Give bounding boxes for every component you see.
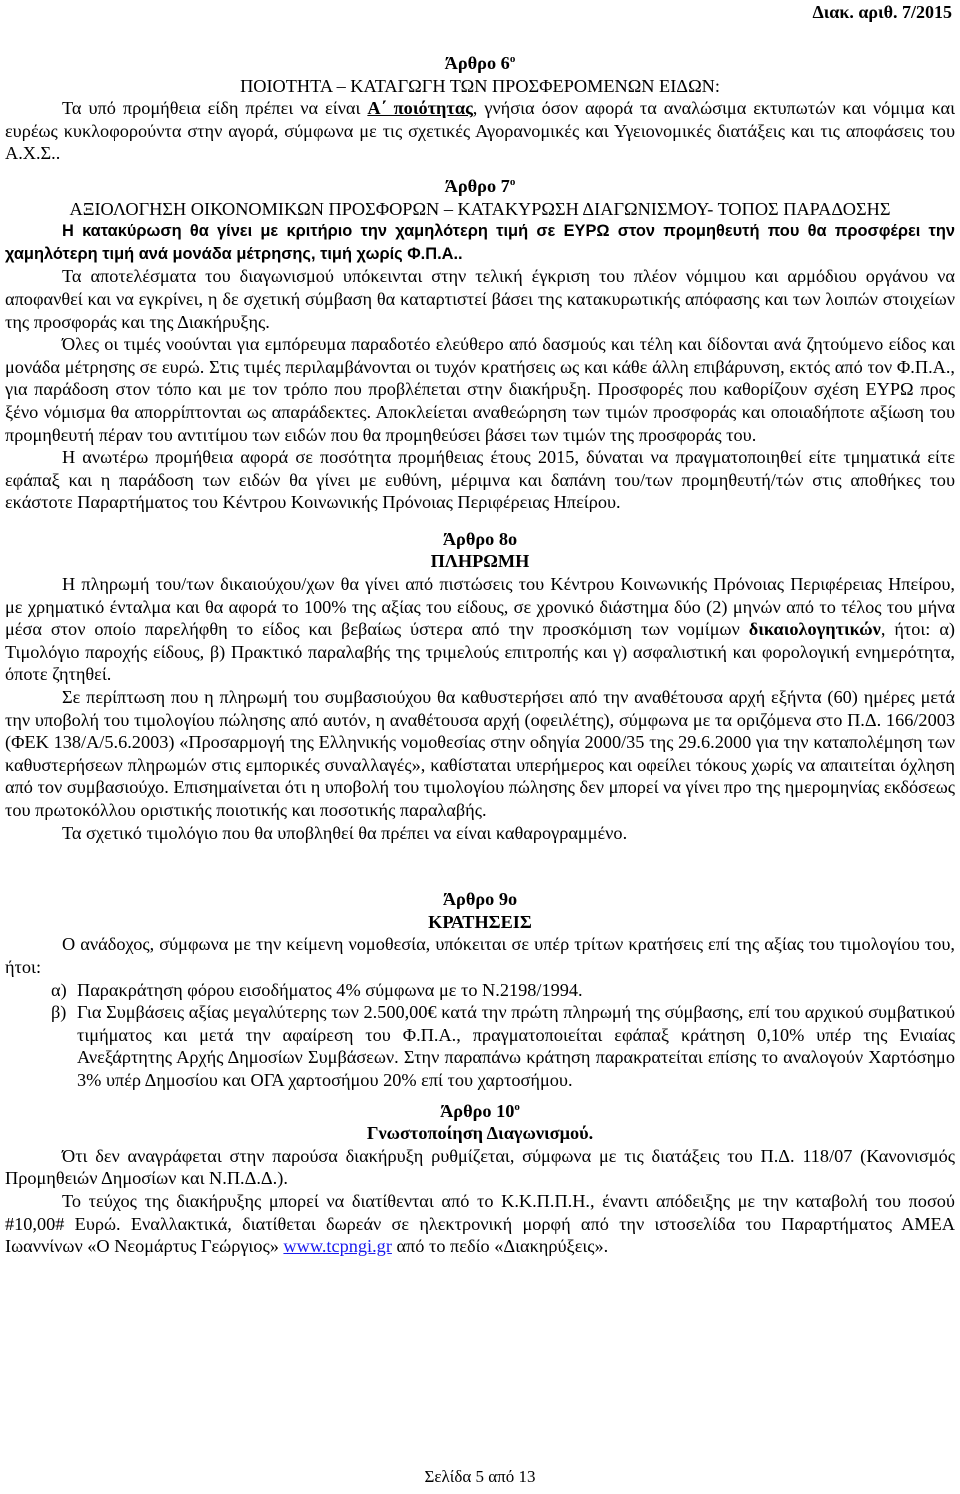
article-8-title: ΠΛΗΡΩΜΗ [430,551,530,572]
article-8-paragraph-2: Σε περίπτωση που η πληρωμή του συμβασιούχου θα καθυστερήσει από την αναθέτουσα αρχή εξήντα (60) ημέρες μετά την υποβολή του τιμολογίου πώλησης από αυτόν, η αναθέτουσα αρχή (οφειλέτης), σύμφωνα με τα οριζόμενα στο Π.Δ. 166/2003 (ΦΕΚ 138/Α/5.6.2003) «Προσαρμογή της Ελληνικής νομοθεσίας στην οδηγία 2000/35 της 29.6.2000 για την καταπολέμηση των καθυστερήσεων πληρωμών στις εμπορικές συναλλαγές», καθίσταται υπερήμερος και οφείλει τόκους χωρίς να απαιτείται όχληση από τον συμβασιούχο. Επισημαίνεται ότι η υποβολή του τιμολογίου πώλησης δεν μπορεί να γίνει προ της ημερομηνίας εκδόσεως του πρωτοκόλλου οριστικής ποιοτικής και ποσοτικής παραλαβής. [5,687,955,820]
article-10-title: Γνωστοποίηση Διαγωνισμού. [366,1123,594,1144]
article-7-paragraph-1: Τα αποτελέσματα του διαγωνισμού υπόκεινται στην τελική έγκριση του πλέον νόμιμου και αρμόδιου οργάνου να αποφανθεί και να εγκρίνει, η δε σχετική σύμβαση θα καταρτιστεί βάσει της κατακυρωτικής απόφασης και των λοιπών στοιχείων της προσφοράς και της Διακήρυξης. [5,266,955,332]
article-6-paragraph: Τα υπό προμήθεια είδη πρέπει να είναι Α΄ ποιότητας, γνήσια όσον αφορά τα αναλώσιμα εκτυπωτών και νόμιμα και ευρέως κυκλοφορούντα στην αγορά, σύμφωνα με τις σχετικές Αγορανομικές και Υγειονομικές διατάξεις και τις αποφάσεις του Α.Χ.Σ.. [5,98,955,164]
quality-grade: Α΄ ποιότητας [367,98,473,119]
article-7-heading: Άρθρο $7^o$ [444,175,516,196]
article-7-paragraph-3: Η ανωτέρω προμήθεια αφορά σε ποσότητα προμήθειας έτους 2015, δύναται να πραγματοποιηθεί είτε τμηματικά είτε εφάπαξ και η παράδοση των ειδών θα γίνει με ευθύνη, μέριμνα και δαπάνη του/των προμηθευτή/τών στις αποθήκες του εκάστοτε Παραρτήματος του Κέντρου Κοινωνικής Πρόνοιας Περιφέρειας Ηπείρου. [5,447,955,513]
article-10-paragraph-1: Ότι δεν αναγράφεται στην παρούσα διακήρυξη ρυθμίζεται, σύμφωνα με τις διατάξεις του Π.Δ. 118/07 (Κανονισμός Προμηθειών Δημοσίων και Ν.Π.Δ.Δ.). [5,1145,955,1189]
article-8-heading: Άρθρο 8ο [442,528,518,549]
website-link[interactable]: www.tcpngi.gr [283,1236,392,1257]
article-7-award-criterion: Η κατακύρωση θα γίνει με κριτήριο την χαμηλότερη τιμή σε ΕΥΡΩ στον προμηθευτή που θα προσφέρει την χαμηλότερη τιμή ανά μονάδα μέτρησης, τιμή χωρίς Φ.Π.Α.. [5,222,955,263]
article-9-heading: Άρθρο 9ο [442,889,518,910]
article-10-paragraph-2: Το τεύχος της διακήρυξης μπορεί να διατίθενται από το Κ.Κ.Π.Π.Η., έναντι απόδειξης με την καταβολή του ποσού #10,00# Ευρώ. Εναλλακτικά, διατίθεται δωρεάν σε ηλεκτρονική μορφή από την ιστοσελίδα του Παραρτήματος ΑΜΕΑ Ιωαννίνων «Ο Νεομάρτυς Γεώργιος» www.tcpngi.gr από το πεδίο «Διακηρύξεις». [5,1190,955,1257]
document-body [5,52,955,1258]
article-9-title: ΚΡΑΤΗΣΕΙΣ [428,911,532,932]
page-number: Σελίδα 5 από 13 [424,1467,536,1486]
article-6-title: ΠΟΙΟΤΗΤΑ – ΚΑΤΑΓΩΓΗ ΤΩΝ ΠΡΟΣΦΕΡΟΜΕΝΩΝ ΕΙΔΩΝ: [240,75,720,96]
list-item: β) Για Συμβάσεις αξίας μεγαλύτερης των 2.500,00€ κατά την πρώτη πληρωμή της σύμβασης, επί του αρχικού συμβατικού τιμήματος και μετά την αφαίρεση του Φ.Π.Α., πραγματοποιείται εφάπαξ κράτηση 0,10% υπέρ της Ενιαίας Ανεξάρτητης Αρχής Δημοσίων Συμβάσεων. Στην παραπάνω κράτηση παρακρατείται επίσης το αναλογούν Χαρτόσημο 3% υπέρ Δημοσίου και ΟΓΑ χαρτοσήμου 20% επί του χαρτοσήμου. [51,1002,955,1090]
article-8-paragraph-1: Η πληρωμή του/των δικαιούχου/χων θα γίνει από πιστώσεις του Κέντρου Κοινωνικής Πρόνοιας Περιφέρειας Ηπείρου, με χρηματικό ένταλμα και θα αφορά το 100% της αξίας του είδους, σε χρονικό διάστημα δύο (2) μηνών από το τέλος του μήνα μέσα στον οποίο παρελήφθη το είδος και βεβαίως ύστερα από την προσκόμιση των νομίμων δικαιολογητικών, ήτοι: α) Τιμολόγιο παροχής είδους, β) Πρακτικό παραλαβής της τριμελούς επιτροπής και γ) ασφαλιστική και φορολογική ενημερότητα, όποτε ζητηθεί. [5,574,955,685]
article-7-paragraph-2: Όλες οι τιμές νοούνται για εμπόρευμα παραδοτέο ελεύθερο από δασμούς και τέλη και δίδονται ανά ζητούμενο είδος και μονάδα μέτρησης σε ευρώ. Στις τιμές περιλαμβάνονται οι τυχόν κρατήσεις ως και κάθε άλλη επιβάρυνση, εκτός από τον Φ.Π.Α., για παράδοση στον τόπο και με τον τρόπο που προβλέπεται στην διακήρυξη. Προσφορές που καθορίζουν σχέση ΕΥΡΩ προς ξένο νόμισμα θα απορρίπτονται ως απαράδεκτες. Αποκλείεται αναθεώρηση των τιμών προσφοράς και οποιαδήποτε αξίωση του προμηθευτή πέραν του αντιτίμου των ειδών που θα προμηθεύσει βάσει των τιμών της προσφοράς του. [5,334,955,445]
article-10-heading: Άρθρο $10^o$ [440,1100,520,1121]
declaration-number: Διακ. αριθ. 7/2015 [812,2,952,22]
article-9-paragraph: Ο ανάδοχος, σύμφωνα με την κείμενη νομοθεσία, υπόκειται σε υπέρ τρίτων κρατήσεις επί της αξίας του τιμολογίου του, ήτοι: [5,934,955,977]
list-item: α) Παρακράτηση φόρου εισοδήματος 4% σύμφωνα με το Ν.2198/1994. [51,979,583,1000]
article-6-heading: Άρθρο $6^o$ [444,52,516,73]
article-8-paragraph-3: Τα σχετικό τιμολόγιο που θα υποβληθεί θα πρέπει να είναι καθαρογραμμένο. [62,822,628,843]
article-7-title: ΑΞΙΟΛΟΓΗΣΗ ΟΙΚΟΝΟΜΙΚΩΝ ΠΡΟΣΦΟΡΩΝ – ΚΑΤΑΚΥΡΩΣΗ ΔΙΑΓΩΝΙΣΜΟΥ- ΤΟΠΟΣ ΠΑΡΑΔΟΣΗΣ [69,198,891,219]
